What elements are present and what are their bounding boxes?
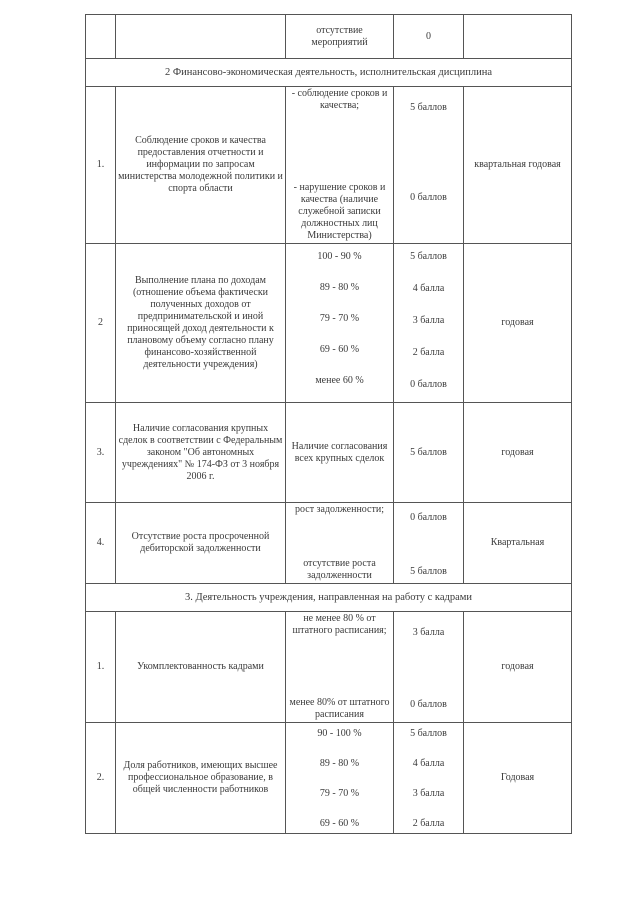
criteria-item: отсутствие роста задолженности <box>303 558 376 581</box>
criteria-cell <box>286 87 394 244</box>
table-row <box>86 612 572 723</box>
points-cell <box>394 244 464 403</box>
criteria-cell <box>286 503 394 584</box>
period-cell: годовая <box>464 612 572 723</box>
row-number: 2. <box>86 723 116 834</box>
period-cell: Квартальная <box>464 503 572 584</box>
criteria-item: - нарушение сроков и качества (наличие служебной записки должностных лиц Министерства) <box>293 182 386 241</box>
points-item: 0 баллов <box>410 512 447 523</box>
criteria-item: не менее 80 % от штатного расписания; <box>292 613 387 636</box>
section-header-row <box>86 59 572 87</box>
points-item: 4 балла <box>412 758 445 769</box>
indicator-cell: Наличие согласования крупных сделок в соответствии с Федеральным законом "Об автономных учреждениях" № 174-ФЗ от 3 ноября 2006 г. <box>116 403 286 503</box>
section-header-row <box>86 584 572 612</box>
points-item: 4 балла <box>412 283 445 294</box>
indicator-cell: Соблюдение сроков и качества предоставления отчетности и информации по запросам министерства молодежной политики и спорта области <box>116 87 286 244</box>
row-number: 1. <box>86 612 116 723</box>
period-cell: Годовая <box>464 723 572 834</box>
row-number: 2 <box>86 244 116 403</box>
table-row <box>86 403 572 503</box>
period-cell: годовая <box>464 403 572 503</box>
criteria-item: 69 - 60 % <box>319 818 360 829</box>
section-title: 2 Финансово-экономическая деятельность, исполнительская дисциплина <box>86 59 572 87</box>
points-cell <box>394 503 464 584</box>
points-cell <box>394 612 464 723</box>
points-item: 2 балла <box>412 347 445 358</box>
table-row <box>86 244 572 403</box>
row-number: 1. <box>86 87 116 244</box>
criteria-table <box>85 14 572 834</box>
row-number: 3. <box>86 403 116 503</box>
period-cell: годовая <box>464 244 572 403</box>
criteria-item: - соблюдение сроков и качества; <box>291 88 388 111</box>
criteria-cell: Наличие согласования всех крупных сделок <box>286 403 394 503</box>
points-item: 3 балла <box>412 788 445 799</box>
points-cell <box>394 87 464 244</box>
criteria-item: 69 - 60 % <box>319 344 360 355</box>
criteria-item: 90 - 100 % <box>317 728 362 739</box>
points-item: 3 балла <box>412 315 445 326</box>
points-item: 5 баллов <box>410 728 447 739</box>
criteria-item: 79 - 70 % <box>319 788 360 799</box>
table-row <box>86 503 572 584</box>
criteria-cell <box>286 612 394 723</box>
criteria-item: 79 - 70 % <box>319 313 360 324</box>
indicator-cell: Укомплектованность кадрами <box>116 612 286 723</box>
criteria-cell: отсутствие мероприятий <box>286 15 394 59</box>
period-cell: квартальная годовая <box>464 87 572 244</box>
section-title: 3. Деятельность учреждения, направленная на работу с кадрами <box>86 584 572 612</box>
criteria-item: менее 60 % <box>315 375 364 386</box>
criteria-item: 89 - 80 % <box>319 282 360 293</box>
table-row <box>86 87 572 244</box>
criteria-item: 89 - 80 % <box>319 758 360 769</box>
points-item: 5 баллов <box>410 102 447 113</box>
criteria-cell <box>286 723 394 834</box>
points-item: 0 баллов <box>410 699 447 710</box>
points-cell <box>394 723 464 834</box>
criteria-item: 100 - 90 % <box>317 251 362 262</box>
table-row <box>86 723 572 834</box>
indicator-cell: Отсутствие роста просроченной дебиторской задолженности <box>116 503 286 584</box>
points-item: 5 баллов <box>410 251 447 262</box>
points-item: 3 балла <box>412 627 445 638</box>
indicator-cell: Выполнение плана по доходам (отношение объема фактически полученных доходов от предпринимательской и иной приносящей доход деятельности к плановому объему согласно плану финансово-хозяйственной деятельности учреждения) <box>116 244 286 403</box>
criteria-item: менее 80% от штатного расписания <box>289 697 390 720</box>
criteria-cell <box>286 244 394 403</box>
points-cell: 0 <box>394 15 464 59</box>
criteria-item: рост задолженности; <box>295 504 384 515</box>
points-item: 0 баллов <box>410 379 447 390</box>
points-item: 2 балла <box>412 818 445 829</box>
row-number: 4. <box>86 503 116 584</box>
points-item: 0 баллов <box>410 192 447 203</box>
table-row <box>86 15 572 59</box>
indicator-cell: Доля работников, имеющих высшее профессиональное образование, в общей численности работников <box>116 723 286 834</box>
points-item: 5 баллов <box>410 566 447 577</box>
points-cell: 5 баллов <box>394 403 464 503</box>
